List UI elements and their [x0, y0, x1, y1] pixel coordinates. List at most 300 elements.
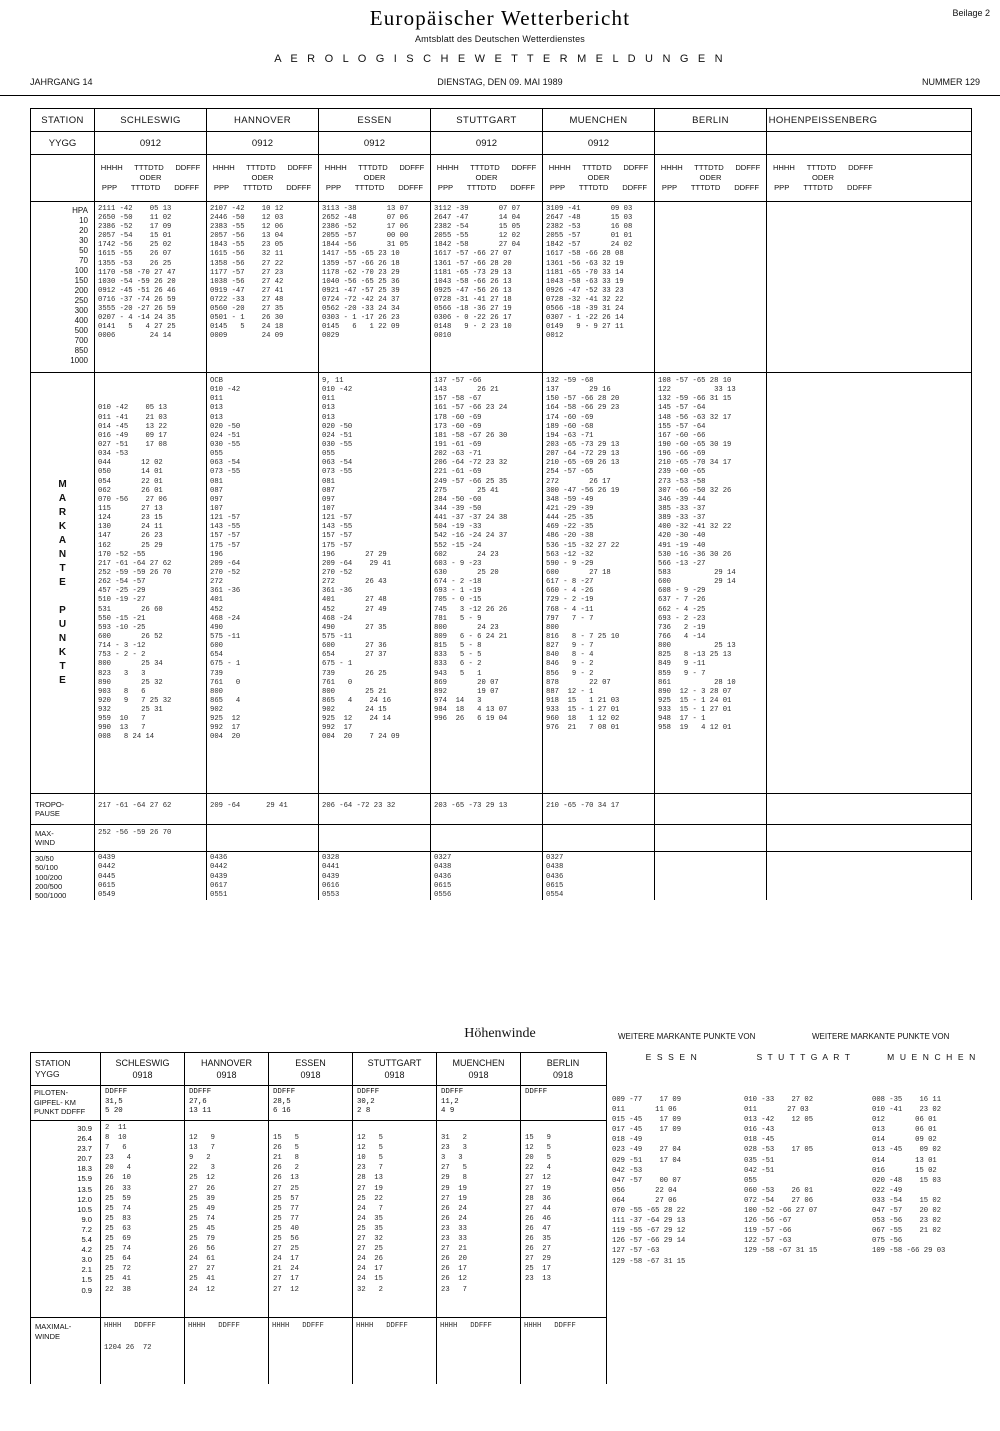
levels-berlin [655, 202, 767, 372]
data-line: 2382 -54 15 05 [434, 223, 521, 232]
data-line: 190 -60 -65 30 19 [658, 440, 732, 449]
data-line: 25 12 [189, 1174, 215, 1183]
data-line: 542 -16 -24 24 37 [434, 532, 508, 541]
km-level: 13.5 [77, 1184, 92, 1194]
hpa-level-column [31, 202, 95, 372]
code-ddfff2: DDFFF [286, 183, 312, 193]
data-line: 490 [210, 623, 223, 632]
data-line: 011 [322, 395, 335, 404]
data-line: 25 57 [273, 1194, 299, 1203]
layer-label: 500/1000 [35, 891, 67, 901]
hw-st-time: 0918 [552, 1070, 574, 1080]
data-line: 056 22 04 [612, 1186, 677, 1195]
levels-stuttgart [431, 202, 543, 372]
data-line: 892 19 07 [434, 687, 499, 696]
hw-st-name: HANNOVER [200, 1058, 252, 1068]
data-line: 536 -15 -32 27 22 [546, 541, 620, 550]
data-line: 018 -45 [744, 1136, 775, 1145]
data-line: 800 25 21 [322, 687, 387, 696]
data-line: 1178 -62 -70 23 29 [322, 268, 400, 277]
data-line: 800 [546, 623, 559, 632]
hw-station-label [31, 1053, 101, 1085]
data-line: 714 - 3 -12 [98, 642, 146, 651]
data-line: 0615 [434, 881, 452, 890]
code-header-muenchen [543, 155, 655, 201]
data-line: 1030 -54 -59 26 20 [98, 277, 176, 286]
data-line: 25 74 [105, 1204, 131, 1213]
data-line: 055 [210, 450, 223, 459]
data-line: 25 40 [273, 1224, 299, 1233]
hw-gipfel-label [31, 1086, 101, 1120]
data-line: 0912 -45 -51 26 46 [98, 286, 176, 295]
data-line: 027 -51 17 08 [98, 440, 168, 449]
hw-station-stuttgart [353, 1053, 437, 1085]
data-line: 761 0 [210, 678, 241, 687]
maximalwinde-schleswig: HHHH DDFFF 1204 26 72 [101, 1318, 185, 1384]
data-line: 011 -41 21 03 [98, 413, 168, 422]
layers-berlin [655, 852, 767, 900]
data-line: 452 [210, 605, 223, 614]
hw-km-column [31, 1121, 101, 1317]
hw-label-station: STATION [35, 1058, 71, 1068]
data-line: 273 -53 -58 [658, 477, 706, 486]
data-line: 753 - 2 - 2 [98, 651, 146, 660]
data-line: 016 -43 [744, 1126, 775, 1135]
code-header-berlin [655, 155, 767, 201]
hw-ddfff: DDFFF [189, 1088, 212, 1096]
standard-levels-row [31, 201, 971, 372]
tropopause-essen: 206 -64 -72 23 32 [319, 794, 431, 824]
data-line: 26 5 [273, 1144, 299, 1153]
code-tttdtd2: TTTDTD [354, 183, 385, 193]
data-line: 017 -45 17 09 [612, 1126, 682, 1135]
data-line: 119 -55 -67 29 12 [612, 1227, 686, 1236]
data-line: 12 5 [357, 1134, 383, 1143]
data-line: 21 24 [273, 1265, 299, 1274]
data-line: 023 -49 27 04 [612, 1146, 682, 1155]
maxwind-essen [319, 825, 431, 851]
hpa-level: 850 [74, 346, 88, 356]
data-line: 22 4 [525, 1164, 551, 1173]
layers-hannover [207, 852, 319, 900]
tropopause-muenchen: 210 -65 -70 34 17 [543, 794, 655, 824]
markante-punkte-label [31, 373, 95, 793]
data-line: 126 -57 -66 29 14 [612, 1237, 686, 1246]
data-line: 0149 9 - 9 27 11 [546, 323, 624, 332]
data-line: 2647 -47 14 04 [434, 214, 521, 223]
data-line: 25 59 [105, 1194, 131, 1203]
data-line: 129 -58 -67 31 15 [612, 1257, 686, 1266]
code-tttdtd: TTTDTD [806, 162, 837, 172]
markante-muenchen [543, 373, 655, 793]
hw-st-time: 0918 [300, 1070, 321, 1080]
data-line: 27 19 [441, 1194, 467, 1203]
data-line: 24 15 [357, 1275, 383, 1284]
data-line: 2383 -55 12 06 [210, 223, 284, 232]
data-line: 0556 [434, 891, 452, 900]
station-muenchen: MUENCHEN [543, 109, 655, 131]
layers-schleswig [95, 852, 207, 900]
data-line: 206 -64 -72 23 32 [434, 459, 508, 468]
maxwind-berlin [655, 825, 767, 851]
data-line: 0141 5 4 27 25 [98, 323, 176, 332]
code-ppp: PPP [549, 183, 566, 193]
data-line: 566 -13 -27 [658, 559, 706, 568]
data-line: 800 25 34 [98, 660, 163, 669]
data-line: 401 27 48 [322, 596, 387, 605]
data-line: 1843 -55 23 05 [210, 241, 284, 250]
maximalwinde-label-line2: WINDE [35, 1332, 60, 1341]
hw-data-berlin [521, 1121, 605, 1317]
data-line: 2 11 [105, 1124, 127, 1132]
column-code-header-row [31, 154, 971, 201]
data-line: 143 26 21 [434, 386, 499, 395]
hpa-level: 30 [79, 236, 88, 246]
data-line: 0553 [322, 891, 340, 900]
data-line: 27 25 [273, 1245, 299, 1254]
data-line: 8 10 [105, 1134, 127, 1143]
data-line: 062 26 01 [98, 486, 163, 495]
data-line: 996 26 6 19 04 [434, 715, 508, 724]
data-line: 385 -33 -37 [658, 504, 706, 513]
data-line: 504 -19 -33 [434, 523, 482, 532]
data-line: 0441 [322, 863, 340, 872]
data-line: 26 46 [525, 1214, 551, 1223]
levels-hannover [207, 202, 319, 372]
code-header-stuttgart [431, 155, 543, 201]
data-line: 739 26 25 [322, 669, 387, 678]
panel-title-stuttgart: S T U T T G A R T [756, 1052, 852, 1062]
hpa-level: 150 [74, 276, 88, 286]
data-line: 024 -51 [210, 431, 241, 440]
data-line: 010 -42 [322, 386, 353, 395]
layer-label: 50/100 [35, 863, 58, 873]
data-line: 0436 [546, 872, 564, 881]
hw-sub-3: PUNKT DDFFF [34, 1107, 86, 1116]
code-oder: ODER [699, 172, 722, 182]
data-line: 053 -56 23 02 [872, 1217, 942, 1226]
page-header [0, 0, 1000, 65]
data-line: 809 6 - 6 24 21 [434, 632, 508, 641]
data-line: 469 -22 -35 [546, 523, 594, 532]
code-header-essen [319, 155, 431, 201]
hw-station-essen [269, 1053, 353, 1085]
data-line: 25 83 [105, 1214, 131, 1223]
hw-st-name: SCHLESWIG [115, 1058, 170, 1068]
layers-muenchen [543, 852, 655, 900]
data-line: 164 -58 -66 29 23 [546, 404, 620, 413]
data-line: 300 -47 -56 26 19 [546, 486, 620, 495]
km-level: 3.0 [81, 1255, 92, 1265]
maximalwinde-label-line1: MAXIMAL- [35, 1322, 72, 1331]
data-line: 147 26 23 [98, 532, 163, 541]
data-line: 441 -37 -37 24 38 [434, 514, 508, 523]
data-line: 23 7 [357, 1164, 383, 1173]
data-line: 1417 -55 -65 23 10 [322, 250, 400, 259]
data-line: 087 [210, 486, 223, 495]
data-line: 603 - 9 -23 [434, 559, 482, 568]
yygg-hohenpeissenberg [767, 132, 879, 154]
data-line: 0445 [98, 872, 116, 881]
data-line: 0307 - 1 -22 26 14 [546, 314, 624, 323]
code-oder: ODER [812, 172, 834, 182]
data-line: 25 69 [105, 1235, 131, 1244]
maxwind-muenchen [543, 825, 655, 851]
data-line: 637 - 7 -26 [658, 596, 706, 605]
data-line: 29 8 [441, 1174, 467, 1183]
data-line: 272 26 17 [546, 477, 611, 486]
km-level: 12.0 [77, 1194, 92, 1204]
data-line: 823 3 3 [98, 669, 146, 678]
data-line: 26 2 [273, 1164, 299, 1173]
data-line: 23 4 [105, 1154, 131, 1163]
hw-station-row [31, 1053, 606, 1085]
data-line: 2386 -52 17 06 [322, 223, 409, 232]
data-line: 2382 -53 16 08 [546, 223, 633, 232]
hw-gipfel-km: 11,2 [441, 1097, 459, 1106]
data-line: 27 25 [357, 1245, 383, 1254]
data-line [189, 1124, 268, 1134]
hw-data-hannover [185, 1121, 269, 1317]
data-line: 0439 [98, 854, 116, 862]
hw-ddfff: DDFFF [105, 1088, 128, 1096]
data-line: 013 [210, 413, 223, 422]
data-line: 575 -11 [322, 632, 353, 641]
data-line: 26 35 [525, 1235, 551, 1244]
data-line: 468 -24 [210, 614, 241, 623]
data-line: 0006 24 14 [98, 332, 172, 341]
data-line: 617 - 8 -27 [546, 578, 594, 587]
data-line: 010 -42 05 13 [98, 404, 168, 413]
data-line: 25 41 [105, 1275, 131, 1284]
hw-gipfel-wind: 6 16 [273, 1107, 291, 1115]
code-ddfff: DDFFF [511, 162, 537, 172]
hw-station-muenchen [437, 1053, 521, 1085]
data-line: 781 5 - 9 [434, 614, 482, 623]
km-level: 7.2 [81, 1224, 92, 1234]
data-line: 239 -60 -65 [658, 468, 706, 477]
levels-hohenpeissenberg [767, 202, 879, 372]
data-line: 2055 -57 01 01 [546, 232, 633, 241]
data-line: 27 12 [525, 1174, 551, 1183]
data-line: 575 -11 [210, 632, 241, 641]
beilage-label: Beilage 2 [952, 8, 990, 18]
data-line: 25 17 [525, 1265, 551, 1274]
data-line [525, 1124, 605, 1134]
data-line: 121 -57 [322, 514, 353, 523]
data-line: 042 -51 [744, 1166, 775, 1175]
data-line: 816 8 - 7 25 10 [546, 632, 620, 641]
data-line: 1355 -53 26 25 [98, 259, 172, 268]
page-section-title: A E R O L O G I S C H E W E T T E R M E L D U N G E N [274, 53, 726, 65]
data-line: 24 61 [189, 1255, 215, 1264]
data-line: 097 [210, 495, 223, 504]
data-line: 28 13 [357, 1174, 383, 1183]
data-line: 27 26 [189, 1184, 215, 1193]
data-line: 008 8 24 14 [98, 733, 155, 742]
hpa-level: 50 [79, 246, 88, 256]
hpa-level: 70 [79, 256, 88, 266]
data-line: 196 -66 -69 [658, 450, 706, 459]
data-line: 145 -57 -64 [658, 404, 706, 413]
data-line: 008 -35 16 11 [872, 1096, 942, 1104]
data-line: 890 25 32 [98, 678, 163, 687]
data-line: 768 - 4 -11 [546, 605, 594, 614]
markante-berlin [655, 373, 767, 793]
data-line: 24 12 [189, 1285, 215, 1294]
km-level: 1.5 [81, 1275, 92, 1285]
page-subtitle: Amtsblatt des Deutschen Wetterdienstes [414, 34, 585, 44]
maximalwinde-stuttgart: HHHH DDFFF [353, 1318, 437, 1384]
hw-st-time: 0918 [468, 1070, 489, 1080]
data-line: 0716 -37 -74 26 59 [98, 295, 176, 304]
data-line: 361 -36 [322, 587, 353, 596]
data-line: 800 24 23 [434, 623, 499, 632]
data-line: 115 27 13 [98, 504, 163, 513]
data-line: 148 -56 -63 32 17 [658, 413, 732, 422]
data-line: 217 -61 -64 27 62 [98, 559, 172, 568]
code-ddfff2: DDFFF [398, 183, 424, 193]
data-line: OCB [210, 377, 223, 385]
data-line: 815 5 - 8 [434, 642, 482, 651]
data-line: 10 5 [357, 1154, 383, 1163]
data-line: 736 2 -19 [658, 623, 706, 632]
data-line: 25 41 [189, 1275, 215, 1284]
data-line: 0010 [434, 332, 452, 341]
station-header-row [31, 109, 971, 131]
data-line: 25 74 [105, 1245, 131, 1254]
maximalwinde-muenchen: HHHH DDFFF [437, 1318, 521, 1384]
data-line: 020 -50 [322, 422, 353, 431]
data-line: 902 [210, 706, 223, 715]
data-line [95, 386, 206, 395]
data-line [525, 1286, 605, 1296]
data-line: 674 - 2 -18 [434, 578, 482, 587]
data-line: 15 5 [273, 1134, 299, 1143]
data-line: 21 8 [273, 1154, 299, 1163]
hw-gipfel-km: 31,5 [105, 1097, 123, 1106]
data-line: 0148 9 - 2 23 10 [434, 323, 512, 332]
data-line: 27 19 [357, 1184, 383, 1193]
data-line: 420 -30 -40 [658, 532, 706, 541]
data-line: 070 -55 -65 28 22 [612, 1207, 686, 1216]
station-hannover: HANNOVER [207, 109, 319, 131]
data-line: 25 39 [189, 1194, 215, 1203]
data-line: 878 22 07 [546, 678, 611, 687]
data-line: 030 -55 [210, 440, 241, 449]
data-line: 137 29 16 [546, 386, 611, 395]
data-line: 167 -60 -66 [658, 431, 706, 440]
data-line: 1359 -57 -66 26 18 [322, 259, 400, 268]
data-line: 933 15 - 1 27 01 [658, 706, 732, 715]
tropopause-label-line1: TROPO- [35, 800, 65, 809]
hw-label-yygg: YYGG [35, 1069, 60, 1079]
yygg-berlin [655, 132, 767, 154]
maxwind-label-line1: MAX- [35, 829, 54, 838]
data-line: 1617 -58 -66 28 08 [546, 250, 624, 259]
code-ddfff: DDFFF [848, 162, 874, 172]
data-line: 833 6 - 2 [434, 660, 482, 669]
data-line: 010 -42 [210, 386, 241, 395]
data-line: 178 -60 -69 [434, 413, 482, 422]
data-line: 0615 [98, 881, 116, 890]
station-schleswig: SCHLESWIG [95, 109, 207, 131]
hw-gipfel-berlin [521, 1086, 605, 1120]
data-line: 26 17 [441, 1265, 467, 1274]
data-line: 600 27 36 [322, 642, 387, 651]
panel-title-essen: E S S E N [645, 1052, 699, 1062]
data-line: 161 -57 -66 23 24 [434, 404, 508, 413]
data-line: 011 11 06 [612, 1106, 677, 1115]
data-line: 22 38 [105, 1285, 131, 1294]
data-line: 486 -20 -38 [546, 532, 594, 541]
data-line: 221 -61 -69 [434, 468, 482, 477]
data-line: 2386 -52 17 09 [98, 223, 172, 232]
data-line: 284 -50 -60 [434, 495, 482, 504]
data-line: 444 -25 -35 [546, 514, 594, 523]
hpa-level: 100 [74, 266, 88, 276]
data-line: 26 47 [525, 1224, 551, 1233]
code-ddfff2: DDFFF [734, 183, 760, 193]
yygg-stuttgart: 0912 [431, 132, 543, 154]
data-line: 992 17 [322, 724, 353, 733]
data-line: 920 9 7 25 32 [98, 696, 172, 705]
data-line: 014 13 01 [872, 1156, 937, 1165]
km-level: 10.5 [77, 1204, 92, 1214]
km-level: 30.9 [77, 1124, 92, 1133]
maxwind-hannover [207, 825, 319, 851]
data-line: 2057 -56 13 04 [210, 232, 284, 241]
code-header-label [31, 155, 95, 201]
tropopause-berlin [655, 794, 767, 824]
code-ddfff2: DDFFF [510, 183, 536, 193]
data-line: 0925 -47 -56 26 13 [434, 286, 512, 295]
data-line: 856 9 - 2 [546, 669, 594, 678]
tropopause-row [31, 793, 971, 824]
data-line: 2446 -50 12 03 [210, 214, 284, 223]
data-line: 0617 [210, 881, 228, 890]
data-line: 401 [210, 596, 223, 605]
data-line: 23 33 [441, 1224, 467, 1233]
station-row-label: STATION [31, 109, 95, 131]
data-line: 9, 11 [322, 377, 344, 385]
data-line: 020 -48 15 03 [872, 1176, 942, 1185]
data-line: 157 -57 [322, 532, 353, 541]
data-line: 925 12 24 14 [322, 715, 392, 724]
data-line: 491 -19 -40 [658, 541, 706, 550]
data-line: 189 -60 -68 [546, 422, 594, 431]
data-line: 020 -50 [210, 422, 241, 431]
hpa-level: 200 [74, 286, 88, 296]
markante-label-text: M A R K A N T E P U N K T E [58, 479, 67, 686]
data-line: 890 12 - 3 28 07 [658, 687, 732, 696]
data-line: 29 19 [441, 1184, 467, 1193]
levels-essen [319, 202, 431, 372]
data-line: 531 26 60 [98, 605, 163, 614]
levels-muenchen [543, 202, 655, 372]
data-line: 2111 -42 05 13 [98, 205, 172, 213]
data-line: 035 -51 [744, 1156, 775, 1165]
data-line: 925 12 [210, 715, 241, 724]
data-line: 129 -58 -67 31 15 [744, 1247, 818, 1256]
data-line: 984 18 4 13 07 [434, 706, 508, 715]
issue-info-bar [0, 77, 1000, 96]
data-line: 2057 -54 15 01 [98, 232, 172, 241]
data-line: 022 -49 [872, 1186, 903, 1195]
data-line: 2107 -42 10 12 [210, 205, 284, 213]
data-line: 055 [744, 1176, 757, 1185]
data-line: 0303 - 1 -17 26 23 [322, 314, 400, 323]
